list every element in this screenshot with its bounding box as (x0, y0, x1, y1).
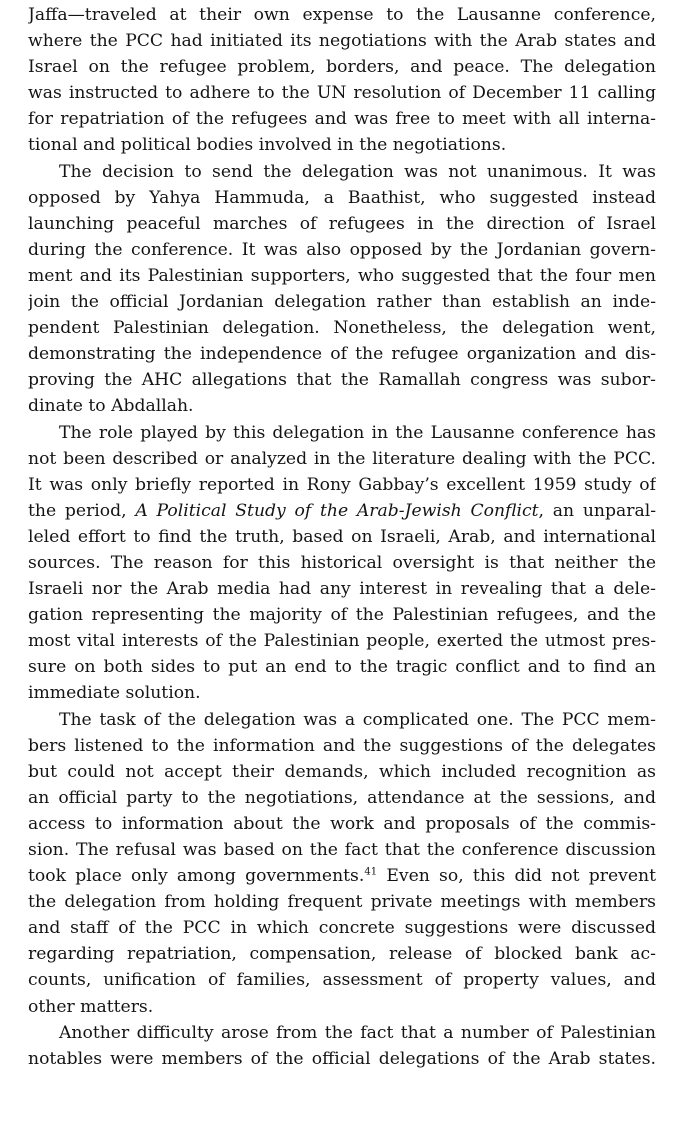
text-line: where the PCC had initiated its negotiations with the Arab states and (28, 31, 656, 52)
text-line: sources. The reason for this historical oversight is that neither the (28, 552, 656, 573)
text-segment: the period, (28, 500, 136, 521)
text-line: tional and political bodies involved in the negotiations. (28, 135, 507, 156)
text-line: immediate solution. (28, 683, 201, 704)
book-title: A Political Study of the Arab-Jewish Conflict (135, 500, 539, 521)
text-line: Israeli nor the Arab media had any interest in revealing that a dele- (28, 579, 656, 600)
text-line-with-title (28, 498, 656, 524)
paragraph-5 (28, 1020, 656, 1072)
text-line: sure on both sides to put an end to the tragic conflict and to find an (28, 657, 656, 678)
text-line: gation representing the majority of the Palestinian refugees, and the (28, 605, 656, 626)
text-line: Israel on the refugee problem, borders, and peace. The delegation (28, 57, 656, 78)
text-line: leled effort to find the truth, based on Israeli, Arab, and international (28, 526, 656, 547)
text-line: during the conference. It was also opposed by the Jordanian govern- (28, 239, 656, 260)
text-line: bers listened to the information and the suggestions of the delegates (28, 735, 656, 756)
text-line: The role played by this delegation in the Lausanne conference has (59, 422, 656, 443)
text-line: proving the AHC allegations that the Ramallah congress was subor- (28, 370, 656, 391)
text-line: Another difficulty arose from the fact that a number of Palestinian (59, 1022, 656, 1043)
text-line: regarding repatriation, compensation, release of blocked bank ac- (28, 944, 656, 965)
text-line: but could not accept their demands, which included recognition as (28, 761, 656, 782)
text-line: for repatriation of the refugees and was free to meet with all interna- (28, 109, 656, 130)
text-line: Jaffa—traveled at their own expense to the Lausanne conference, (28, 5, 656, 25)
footnote-marker[interactable]: 41 (364, 866, 378, 878)
text-line: demonstrating the independence of the refugee organization and dis- (28, 344, 656, 365)
text-line: was instructed to adhere to the UN resolution of December 11 calling (28, 83, 656, 104)
text-line: join the official Jordanian delegation rather than establish an inde- (28, 292, 656, 313)
text-line: opposed by Yahya Hammuda, a Baathist, who suggested instead (28, 187, 656, 208)
text-line: pendent Palestinian delegation. Nonetheless, the delegation went, (28, 318, 656, 339)
text-line: The task of the delegation was a complicated one. The PCC mem- (59, 709, 656, 730)
text-line: It was only briefly reported in Rony Gabbay’s excellent 1959 study of (28, 474, 656, 495)
text-line: most vital interests of the Palestinian people, exerted the utmost pres- (28, 631, 656, 652)
text-line: not been described or analyzed in the literature dealing with the PCC. (28, 448, 656, 469)
text-line: launching peaceful marches of refugees in the direction of Israel (28, 213, 656, 234)
text-line: ment and its Palestinian supporters, who suggested that the four men (28, 265, 656, 286)
text-line: access to information about the work and proposals of the commis- (28, 813, 656, 834)
paragraph-1 (28, 2, 656, 159)
text-segment: , an unparal- (538, 500, 656, 521)
paragraph-4 (28, 707, 656, 1020)
text-line: other matters. (28, 996, 154, 1017)
text-line: the delegation from holding frequent private meetings with members (28, 892, 656, 913)
text-segment: Even so, this did not prevent (377, 866, 656, 887)
text-line: notables were members of the official delegations of the Arab states. (28, 1048, 656, 1069)
text-line: The decision to send the delegation was not unanimous. It was (59, 161, 656, 182)
text-line-with-footnote (28, 863, 656, 889)
text-line: dinate to Abdallah. (28, 396, 194, 417)
text-line: an official party to the negotiations, attendance at the sessions, and (28, 787, 656, 808)
text-segment: took place only among governments. (28, 866, 365, 887)
text-line: and staff of the PCC in which concrete suggestions were discussed (28, 918, 656, 939)
text-line: counts, unification of families, assessment of property values, and (28, 970, 656, 991)
paragraph-3 (28, 420, 656, 707)
paragraph-2 (28, 159, 656, 420)
text-line: sion. The refusal was based on the fact that the conference discussion (28, 840, 656, 860)
page-body (28, 0, 656, 1072)
